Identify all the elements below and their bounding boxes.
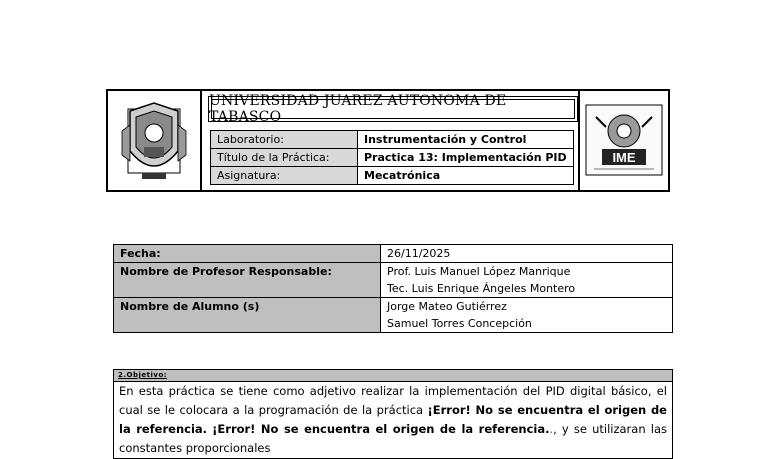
reference-error: ¡Error! No se encuentra el origen de la referencia. xyxy=(212,422,550,436)
table-row xyxy=(211,167,574,185)
university-title xyxy=(208,93,578,125)
professor-label: Nombre de Profesor Responsable: xyxy=(114,263,381,298)
ime-logo-text: IME xyxy=(612,150,636,165)
lab-info-table xyxy=(210,130,574,185)
table-row xyxy=(211,131,574,149)
university-title-text: UNIVERSIDAD JUAREZ AUTONOMA DE TABASCO xyxy=(209,93,507,125)
ime-logo xyxy=(578,91,668,190)
student-values xyxy=(381,298,673,333)
date-value: 26/11/2025 xyxy=(381,245,673,263)
professor-name: Tec. Luis Enrique Ángeles Montero xyxy=(387,282,576,295)
objective-section xyxy=(113,369,673,459)
practice-title-value: Practica 13: Implementación PID xyxy=(358,149,574,167)
professor-values xyxy=(381,263,673,298)
objective-text-part: , y se utilizaran las constantes proporcionales xyxy=(119,422,667,455)
professor-name: Prof. Luis Manuel López Manrique xyxy=(387,265,571,278)
date-label: Fecha: xyxy=(114,245,381,263)
table-row xyxy=(114,245,673,263)
subject-value: Mecatrónica xyxy=(358,167,574,185)
table-row xyxy=(114,298,673,333)
student-name: Jorge Mateo Gutiérrez xyxy=(387,300,507,313)
student-name: Samuel Torres Concepción xyxy=(387,317,532,330)
reference-dot: . xyxy=(549,422,554,436)
university-seal-logo xyxy=(108,91,202,190)
student-info-table xyxy=(113,244,673,333)
practice-title-label: Título de la Práctica: xyxy=(211,149,358,167)
objective-heading: 2.Objetivo: xyxy=(114,370,672,382)
lab-value: Instrumentación y Control xyxy=(358,131,574,149)
student-label: Nombre de Alumno (s) xyxy=(114,298,381,333)
reference-error: ¡Error! No se encuentra el origen de la referencia. xyxy=(119,403,667,436)
objective-text-part: En esta práctica se tiene como adjetivo realizar la implementación del PID digital básico, el cual se le colocara a la programación de la práctica xyxy=(119,384,667,417)
objective-text xyxy=(114,382,672,458)
table-row xyxy=(211,149,574,167)
table-row xyxy=(114,263,673,298)
lab-label: Laboratorio: xyxy=(211,131,358,149)
subject-label: Asignatura: xyxy=(211,167,358,185)
